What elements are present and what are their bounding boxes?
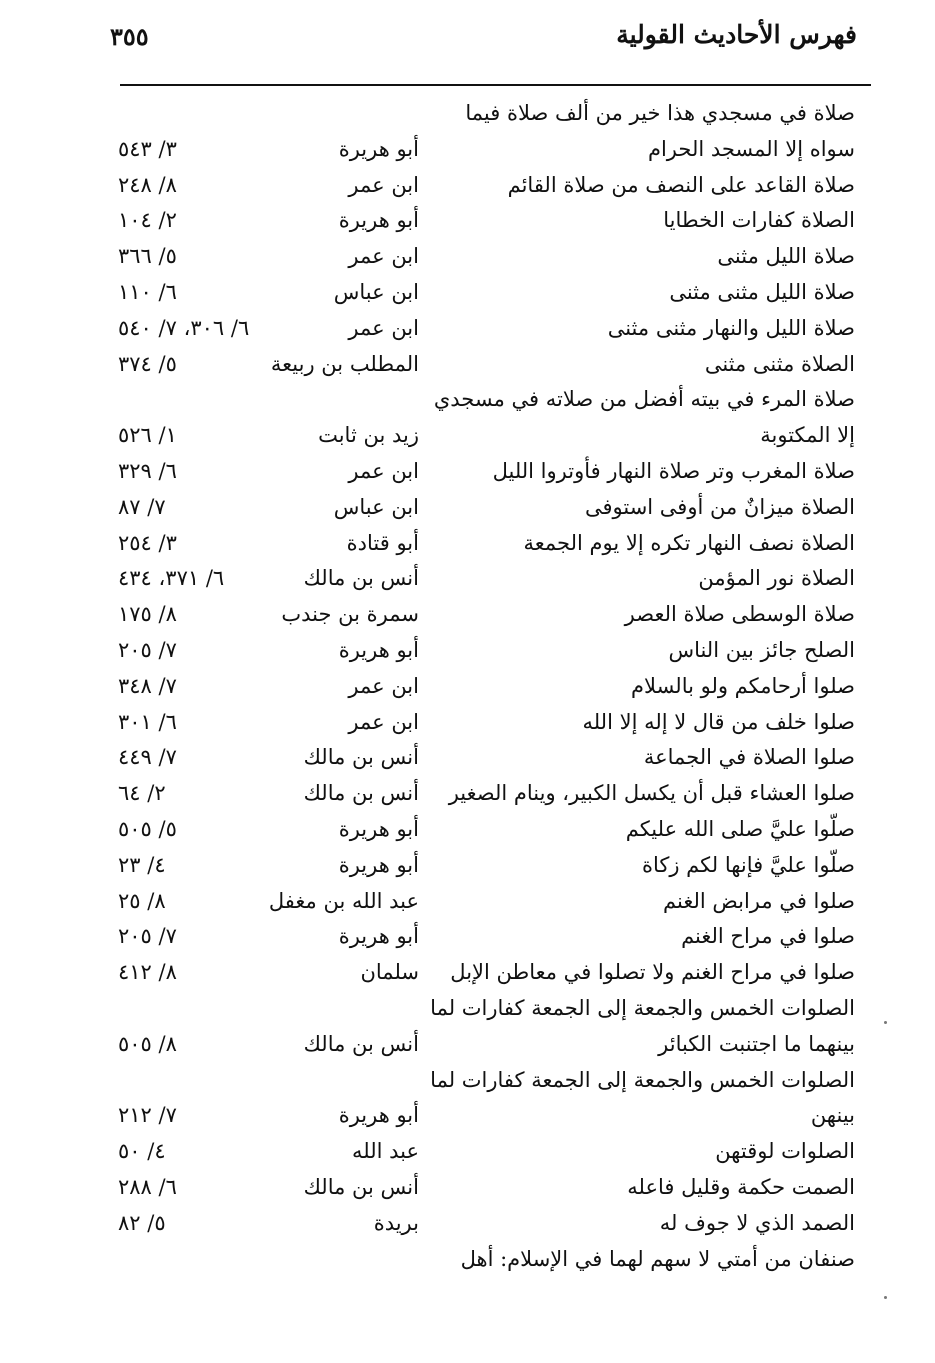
narrator-name: أبو هريرة — [338, 136, 419, 161]
narrator-name: سلمان — [360, 960, 419, 985]
index-row — [0, 1027, 935, 1063]
hadith-text: بينهن — [810, 1103, 855, 1128]
index-row — [0, 1134, 935, 1170]
narrator-name: عبد الله بن مغفل — [268, 888, 419, 913]
hadith-text: الصلاة كفارات الخطايا — [663, 208, 855, 233]
narrator-name: أنس بن مالك — [303, 566, 419, 591]
volume-page-ref: ٥/ ٨٢ — [118, 1210, 166, 1235]
index-row — [0, 1170, 935, 1206]
volume-page-ref: ٤/ ٢٣ — [118, 852, 166, 877]
running-title: فهرس الأحاديث القولية — [616, 20, 857, 49]
narrator-name: أبو هريرة — [338, 924, 419, 949]
volume-page-ref: ٨/ ٤١٢ — [118, 960, 177, 985]
index-row — [0, 633, 935, 669]
hadith-text: صلاة الليل مثنى — [717, 244, 855, 269]
scan-speck — [884, 1021, 887, 1024]
volume-page-ref: ١/ ٥٢٦ — [118, 423, 177, 448]
index-row — [0, 919, 935, 955]
hadith-text: بينهما ما اجتنبت الكبائر — [658, 1031, 855, 1056]
index-row — [0, 526, 935, 562]
narrator-name: زيد بن ثابت — [318, 423, 419, 448]
narrator-name: أنس بن مالك — [303, 781, 419, 806]
narrator-name: أبو قتادة — [346, 530, 419, 555]
index-row — [0, 1242, 935, 1278]
volume-page-ref: ٧/ ٢٠٥ — [118, 924, 177, 949]
volume-page-ref: ٥/ ٣٧٤ — [118, 351, 177, 376]
volume-page-ref: ٦/ ٣٠٦، ٧/ ٥٤٠ — [118, 315, 250, 340]
hadith-text: سواه إلا المسجد الحرام — [647, 136, 855, 161]
hadith-text: صلوا في مراح الغنم ولا تصلوا في معاطن الإبل — [450, 960, 855, 985]
volume-page-ref: ٧/ ٢٠٥ — [118, 637, 177, 662]
volume-page-ref: ٤/ ٥٠ — [118, 1139, 166, 1164]
index-row — [0, 848, 935, 884]
hadith-text: صلوا العشاء قبل أن يكسل الكبير، وينام الصغير — [448, 781, 855, 806]
hadith-text: صلاة الليل مثنى مثنى — [669, 279, 855, 304]
narrator-name: ابن عباس — [333, 494, 419, 519]
hadith-text: صلوا خلف من قال لا إله إلا الله — [582, 709, 855, 734]
hadith-text: الصلاة مثنى مثنى — [704, 351, 855, 376]
volume-page-ref: ٦/ ٣٢٩ — [118, 458, 177, 483]
scan-speck — [884, 1296, 887, 1299]
narrator-name: ابن عمر — [348, 673, 419, 698]
index-row — [0, 382, 935, 418]
volume-page-ref: ٧/ ٣٤٨ — [118, 673, 177, 698]
volume-page-ref: ٦/ ٣٠١ — [118, 709, 177, 734]
index-row — [0, 96, 935, 132]
volume-page-ref: ٣/ ٥٤٣ — [118, 136, 177, 161]
hadith-text: صلاة المرء في بيته أفضل من صلاته في مسجدي — [433, 387, 855, 412]
hadith-text: صلّوا عليَّ فإنها لكم زكاة — [641, 852, 855, 877]
index-row — [0, 168, 935, 204]
volume-page-ref: ٦/ ٢٨٨ — [118, 1174, 177, 1199]
volume-page-ref: ٧/ ٤٤٩ — [118, 745, 177, 770]
hadith-text: الصلاة نصف النهار تكره إلا يوم الجمعة — [523, 530, 855, 555]
hadith-text: صلاة في مسجدي هذا خير من ألف صلاة فيما — [465, 101, 855, 125]
index-row — [0, 776, 935, 812]
narrator-name: ابن عمر — [348, 244, 419, 269]
hadith-text: صلوا الصلاة في الجماعة — [643, 745, 855, 770]
hadith-text: الصلوات الخمس والجمعة إلى الجمعة كفارات لما — [430, 1067, 855, 1092]
index-row — [0, 132, 935, 168]
volume-page-ref: ٨/ ٢٥ — [118, 888, 166, 913]
hadith-text: صلاة المغرب وتر صلاة النهار فأوتروا الليل — [492, 458, 855, 483]
volume-page-ref: ٦/ ١١٠ — [118, 279, 177, 304]
narrator-name: أبو هريرة — [338, 1103, 419, 1128]
page-number: ٣٥٥ — [110, 22, 149, 51]
volume-page-ref: ٢/ ١٠٤ — [118, 208, 177, 233]
volume-page-ref: ٧/ ٢١٢ — [118, 1103, 177, 1128]
volume-page-ref: ٨/ ٥٠٥ — [118, 1031, 177, 1056]
index-row — [0, 669, 935, 705]
index-row — [0, 812, 935, 848]
index-table — [0, 96, 935, 1277]
volume-page-ref: ٦/ ٣٧١، ٤٣٤ — [118, 566, 225, 591]
hadith-text: صلوا في مرابض الغنم — [663, 888, 855, 913]
index-row — [0, 311, 935, 347]
hadith-text: إلا المكتوبة — [760, 423, 855, 448]
index-row — [0, 561, 935, 597]
narrator-name: ابن عمر — [348, 709, 419, 734]
index-row — [0, 740, 935, 776]
hadith-text: صلاة القاعد على النصف من صلاة القائم — [507, 172, 855, 197]
volume-page-ref: ٨/ ٢٤٨ — [118, 172, 177, 197]
hadith-text: صلاة الوسطى صلاة العصر — [624, 602, 855, 627]
index-row — [0, 490, 935, 526]
volume-page-ref: ٢/ ٦٤ — [118, 781, 166, 806]
index-row — [0, 1063, 935, 1099]
narrator-name: أبو هريرة — [338, 816, 419, 841]
hadith-text: الصلوات لوقتهن — [715, 1139, 855, 1164]
index-row — [0, 239, 935, 275]
volume-page-ref: ٥/ ٣٦٦ — [118, 244, 177, 269]
index-row — [0, 454, 935, 490]
index-row — [0, 955, 935, 991]
hadith-text: صلّوا عليَّ صلى الله عليكم — [625, 816, 855, 841]
index-row — [0, 705, 935, 741]
index-row — [0, 418, 935, 454]
header-rule — [120, 84, 871, 86]
narrator-name: أنس بن مالك — [303, 745, 419, 770]
volume-page-ref: ٣/ ٢٥٤ — [118, 530, 177, 555]
volume-page-ref: ٨/ ١٧٥ — [118, 602, 177, 627]
hadith-text: صلوا في مراح الغنم — [681, 924, 855, 949]
index-row — [0, 347, 935, 383]
narrator-name: عبد الله — [351, 1139, 419, 1164]
narrator-name: سمرة بن جندب — [281, 602, 419, 627]
narrator-name: ابن عمر — [348, 172, 419, 197]
narrator-name: أبو هريرة — [338, 208, 419, 233]
hadith-text: الصلح جائز بين الناس — [668, 637, 855, 662]
volume-page-ref: ٥/ ٥٠٥ — [118, 816, 177, 841]
index-row — [0, 1206, 935, 1242]
hadith-text: الصلوات الخمس والجمعة إلى الجمعة كفارات لما — [430, 995, 855, 1020]
hadith-text: صلاة الليل والنهار مثنى مثنى — [607, 315, 855, 340]
narrator-name: ابن عمر — [348, 458, 419, 483]
index-row — [0, 1098, 935, 1134]
narrator-name: المطلب بن ربيعة — [270, 351, 419, 376]
index-row — [0, 884, 935, 920]
hadith-text: الصمت حكمة وقليل فاعله — [627, 1174, 855, 1199]
hadith-text: صنفان من أمتي لا سهم لهما في الإسلام: أهل — [460, 1246, 855, 1271]
hadith-text: الصمد الذي لا جوف له — [659, 1210, 855, 1235]
narrator-name: أنس بن مالك — [303, 1031, 419, 1056]
narrator-name: ابن عباس — [333, 279, 419, 304]
narrator-name: أبو هريرة — [338, 637, 419, 662]
index-row — [0, 991, 935, 1027]
narrator-name: ابن عمر — [348, 315, 419, 340]
hadith-text: الصلاة ميزانٌ من أوفى استوفى — [584, 494, 855, 519]
index-row — [0, 597, 935, 633]
narrator-name: أبو هريرة — [338, 852, 419, 877]
narrator-name: أنس بن مالك — [303, 1174, 419, 1199]
hadith-text: صلوا أرحامكم ولو بالسلام — [631, 673, 855, 698]
narrator-name: بريدة — [373, 1210, 419, 1235]
volume-page-ref: ٧/ ٨٧ — [118, 494, 166, 519]
index-row — [0, 203, 935, 239]
index-row — [0, 275, 935, 311]
hadith-text: الصلاة نور المؤمن — [698, 566, 855, 591]
